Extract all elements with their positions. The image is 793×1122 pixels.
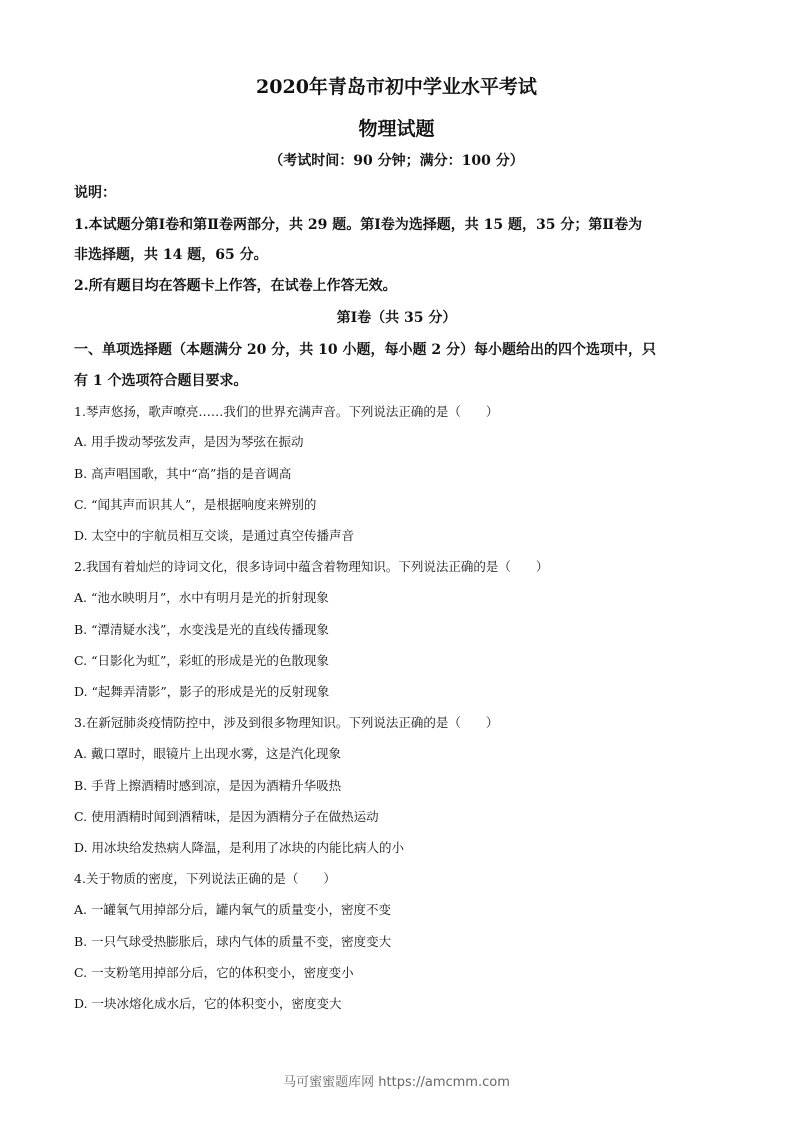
question-2-option-b: B. “潭清疑水浅”，水变浅是光的直线传播现象 [74,622,329,637]
exam-title: 2020年青岛市初中学业水平考试 [256,76,537,98]
question-1-option-d: D. 太空中的宇航员相互交谈，是通过真空传播声音 [74,528,355,543]
question-4-option-d: D. 一块冰熔化成水后，它的体积变小，密度变大 [74,996,342,1011]
question-3-option-b: B. 手背上擦酒精时感到凉，是因为酒精升华吸热 [74,778,342,793]
question-4-option-a: A. 一罐氧气用掉部分后，罐内氧气的质量变小，密度不变 [74,902,391,917]
part-instruction-line-2: 有 1 个选项符合题目要求。 [74,373,248,389]
question-1-stem: 1.琴声悠扬，歌声嘹亮……我们的世界充满声音。下列说法正确的是（ ） [74,404,499,419]
question-2-option-a: A. “池水映明月”，水中有明月是光的折射现象 [74,590,329,605]
exam-info: （考试时间：90 分钟；满分：100 分） [269,153,524,169]
question-4-stem: 4.关于物质的密度，下列说法正确的是（ ） [74,871,336,886]
question-4-option-b: B. 一只气球受热膨胀后，球内气体的质量不变，密度变大 [74,934,392,949]
question-1-option-c: C. “闻其声而识其人”，是根据响度来辨别的 [74,497,317,512]
question-2-option-d: D. “起舞弄清影”，影子的形成是光的反射现象 [74,684,330,699]
question-4-option-c: C. 一支粉笔用掉部分后，它的体积变小，密度变小 [74,965,354,980]
section-title: 第Ⅰ卷（共 35 分） [336,310,457,326]
instruction-line-1b: 非选择题，共 14 题，65 分。 [74,247,268,263]
instructions-heading: 说明： [74,185,116,201]
instruction-line-2: 2.所有题目均在答题卡上作答，在试卷上作答无效。 [74,278,397,294]
instruction-line-1a: 1.本试题分第Ⅰ卷和第Ⅱ卷两部分，共 29 题。第Ⅰ卷为选择题，共 15 题，35 分；第Ⅱ卷为 [74,217,643,233]
question-2-option-c: C. “日影化为虹”，彩虹的形成是光的色散现象 [74,653,329,668]
footer-watermark: 马可蜜蜜题库网 https://amcmm.com [283,1075,510,1090]
question-3-option-a: A. 戴口罩时，眼镜片上出现水雾，这是汽化现象 [74,746,341,761]
question-3-option-c: C. 使用酒精时闻到酒精味，是因为酒精分子在做热运动 [74,809,379,824]
question-1-option-b: B. 高声唱国歌，其中“高”指的是音调高 [74,466,292,481]
question-2-stem: 2.我国有着灿烂的诗词文化，很多诗词中蕴含着物理知识。下列说法正确的是（ ） [74,559,549,574]
question-3-stem: 3.在新冠肺炎疫情防控中，涉及到很多物理知识。下列说法正确的是（ ） [74,715,499,730]
part-instruction-line-1: 一、单项选择题（本题满分 20 分，共 10 小题，每小题 2 分）每小题给出的四个选项中，只 [74,342,656,358]
question-1-option-a: A. 用手拨动琴弦发声，是因为琴弦在振动 [74,434,304,449]
question-3-option-d: D. 用冰块给发热病人降温，是利用了冰块的内能比病人的小 [74,840,405,855]
subject-title: 物理试题 [358,118,435,140]
